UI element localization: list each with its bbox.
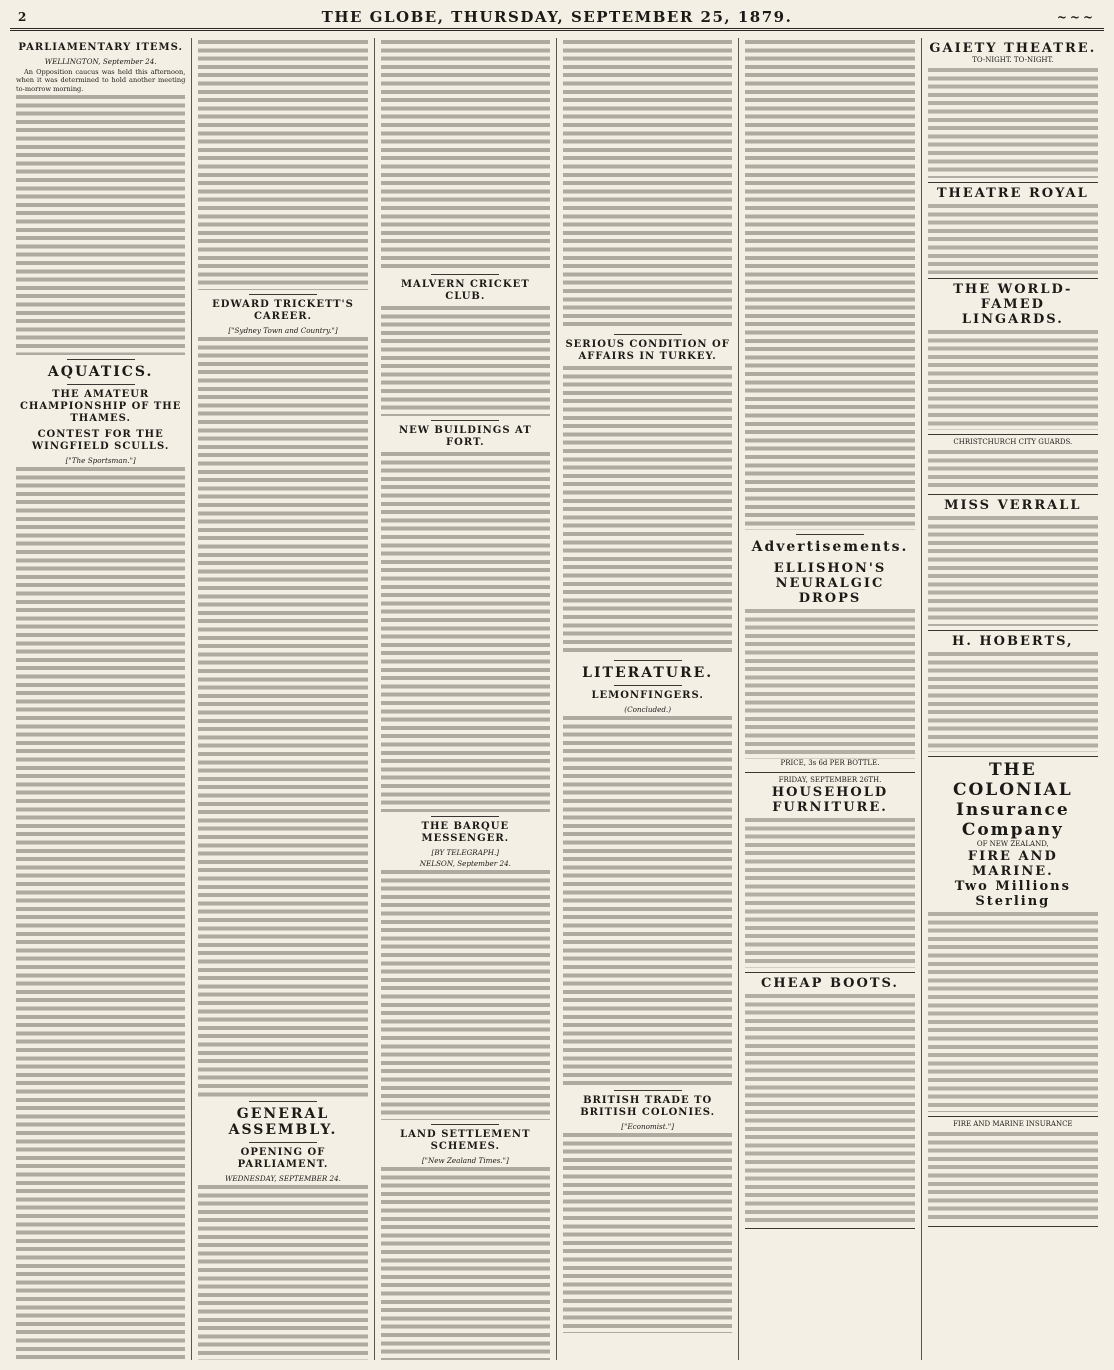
- ad-colonial-insurance: [928, 757, 1098, 1117]
- ad-h-hoberts: [928, 631, 1098, 757]
- ad-title: THE COLONIAL Insurance Company: [952, 760, 1073, 840]
- divider: [614, 1090, 682, 1091]
- stamp-mark: ~~~: [1056, 10, 1096, 24]
- headline-parliamentary-items: PARLIAMENTARY ITEMS.: [18, 42, 183, 53]
- ad-fire-marine: [928, 1117, 1098, 1227]
- ad-body: [928, 516, 1098, 626]
- ad-capital: Two Millions Sterling: [954, 879, 1071, 909]
- ad-lingards: [928, 279, 1098, 435]
- ad-title: CHRISTCHURCH CITY GUARDS.: [953, 438, 1073, 446]
- ad-body: [928, 330, 1098, 430]
- ad-neuralgic-drops: [745, 558, 914, 773]
- article-body: [381, 40, 550, 270]
- dateline: WEDNESDAY, SEPTEMBER 24.: [225, 1174, 341, 1183]
- ad-gaiety-theatre: [928, 38, 1098, 183]
- ad-title: THEATRE ROYAL: [936, 186, 1089, 201]
- dateline: NELSON, September 24.: [419, 859, 511, 868]
- divider: [249, 294, 317, 295]
- page-number: 2: [18, 10, 28, 24]
- divider: [431, 420, 499, 421]
- ad-line: FIRE AND MARINE.: [967, 849, 1058, 879]
- subheadline-opening: OPENING OF PARLIAMENT.: [237, 1147, 329, 1170]
- article-body: [563, 716, 732, 1086]
- newspaper-title: THE GLOBE, THURSDAY, SEPTEMBER 25, 1879.: [321, 8, 793, 26]
- headline-malvern-cricket: MALVERN CRICKET CLUB.: [400, 279, 530, 302]
- newspaper-columns: [10, 38, 1104, 1360]
- divider: [796, 534, 864, 535]
- ad-title: ELLISHON'S NEURALGIC DROPS: [773, 561, 887, 606]
- headline-trickett-career: EDWARD TRICKETT'S CAREER.: [212, 299, 354, 322]
- ad-subtitle: OF NEW ZEALAND,: [976, 840, 1049, 848]
- article-body: [16, 467, 185, 1360]
- ad-title: HOUSEHOLD FURNITURE.: [771, 785, 889, 815]
- masthead: [10, 6, 1104, 31]
- ad-body: [745, 609, 914, 759]
- article-body: [198, 1185, 367, 1360]
- article-body: [381, 870, 550, 1120]
- ad-body: [928, 450, 1098, 490]
- article-body: [563, 40, 732, 330]
- ad-body: [745, 994, 914, 1224]
- ad-line: TO-NIGHT. TO-NIGHT.: [972, 56, 1054, 64]
- ad-title: CHEAP BOOTS.: [761, 976, 899, 991]
- column-1: [10, 38, 192, 1360]
- headline-land-settlement: LAND SETTLEMENT SCHEMES.: [400, 1129, 531, 1152]
- ad-title: FIRE AND MARINE INSURANCE: [953, 1120, 1073, 1128]
- article-source: (Concluded.): [624, 705, 672, 714]
- subheadline-championship: THE AMATEUR CHAMPIONSHIP OF THE THAMES.: [19, 388, 182, 424]
- headline-british-trade: BRITISH TRADE TO BRITISH COLONIES.: [580, 1095, 716, 1118]
- ad-theatre-royal: [928, 183, 1098, 279]
- article-source: ["Sydney Town and Country."]: [228, 326, 338, 335]
- divider: [67, 384, 135, 385]
- article-source: ["The Sportsman."]: [65, 455, 136, 465]
- ad-body: [928, 1132, 1098, 1222]
- divider: [431, 1124, 499, 1125]
- divider: [614, 685, 682, 686]
- ad-body: [745, 818, 914, 968]
- article-body: [563, 1133, 732, 1333]
- subheadline-lemonfingers: LEMONFINGERS.: [591, 690, 704, 701]
- headline-aquatics: AQUATICS.: [47, 363, 154, 380]
- ad-title: MISS VERRALL: [944, 498, 1082, 513]
- column-2: [192, 38, 374, 1360]
- dateline: WELLINGTON, September 24.: [44, 57, 157, 66]
- ad-body: [928, 68, 1098, 178]
- divider: [67, 359, 135, 360]
- divider: [431, 816, 499, 817]
- divider: [249, 1142, 317, 1143]
- article-source: ["Economist."]: [621, 1122, 675, 1131]
- ad-household-furniture: [745, 773, 914, 973]
- article-source: ["New Zealand Times."]: [421, 1156, 509, 1165]
- article-body: [381, 306, 550, 416]
- ad-body: [928, 912, 1098, 1112]
- article-body: [198, 40, 367, 290]
- ad-title: H. HOBERTS,: [952, 634, 1074, 649]
- column-3: [375, 38, 557, 1360]
- subheadline-contest: CONTEST FOR THE WINGFIELD SCULLS.: [31, 428, 170, 452]
- ad-title: GAIETY THEATRE.: [929, 41, 1097, 56]
- headline-literature: LITERATURE.: [582, 665, 714, 681]
- divider: [614, 334, 682, 335]
- headline-advertisements: Advertisements.: [751, 539, 909, 555]
- article-source: [BY TELEGRAPH.]: [431, 848, 500, 857]
- ad-date: FRIDAY, SEPTEMBER 26TH.: [778, 776, 882, 784]
- divider: [614, 660, 682, 661]
- headline-barque-messenger: THE BARQUE MESSENGER.: [421, 821, 510, 844]
- ad-cheap-boots: [745, 973, 914, 1229]
- headline-new-buildings: NEW BUILDINGS AT FORT.: [398, 425, 532, 448]
- article-body: [381, 452, 550, 812]
- article-body: [198, 337, 367, 1097]
- article-body: [16, 95, 185, 355]
- divider: [249, 1101, 317, 1102]
- article-body: [563, 366, 732, 656]
- ad-city-guards: [928, 435, 1098, 495]
- ad-title: THE WORLD-FAMED LINGARDS.: [953, 282, 1073, 327]
- column-5: [739, 38, 921, 1360]
- ad-price: PRICE, 3s 6d PER BOTTLE.: [780, 759, 880, 767]
- article-lead: An Opposition caucus was held this afternoon, when it was determined to hold another meeting to-morrow morning.: [16, 68, 186, 93]
- article-body: [381, 1167, 550, 1360]
- headline-turkey: SERIOUS CONDITION OF AFFAIRS IN TURKEY.: [565, 339, 730, 362]
- ad-body: [928, 652, 1098, 752]
- article-body: [745, 40, 914, 530]
- ad-miss-verrall: [928, 495, 1098, 631]
- column-6: [922, 38, 1104, 1360]
- column-4: [557, 38, 739, 1360]
- divider: [431, 274, 499, 275]
- ad-body: [928, 204, 1098, 274]
- headline-general-assembly: GENERAL ASSEMBLY.: [228, 1106, 338, 1138]
